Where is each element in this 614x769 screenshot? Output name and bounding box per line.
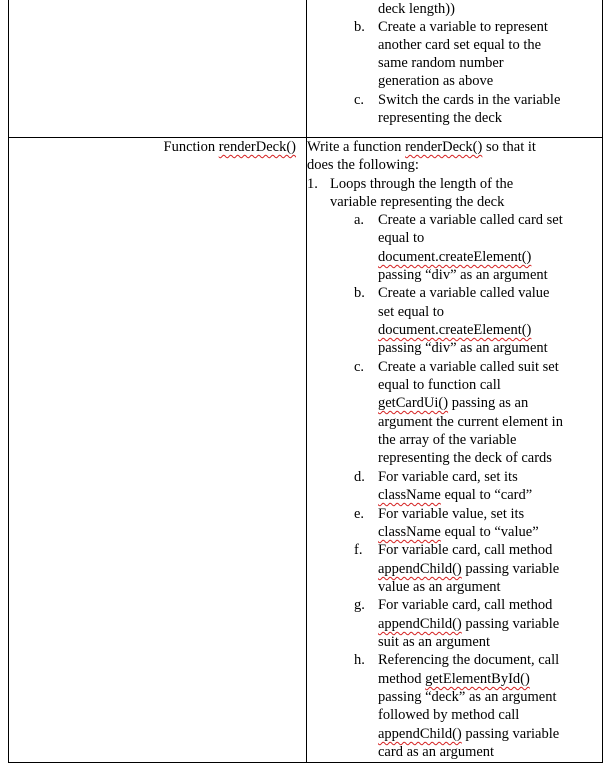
row1-line: deck length)): [378, 1, 455, 17]
item-line: For variable value, set its: [378, 506, 525, 522]
item-line: className equal to “card”: [378, 487, 533, 503]
item-line: suit as an argument: [378, 634, 491, 650]
item-marker: d.: [354, 469, 365, 485]
item-line: appendChild() passing variable: [378, 616, 560, 632]
item-marker: e.: [354, 506, 365, 522]
row1-line: Create a variable to represent: [378, 19, 548, 35]
item-line: For variable card, call method: [378, 542, 553, 558]
intro-line: Write a function renderDeck() so that it: [307, 139, 536, 155]
item-line: equal to: [378, 230, 425, 246]
step1-number: 1.: [307, 176, 318, 192]
item-line: representing the deck of cards: [378, 450, 552, 466]
item-marker: b.: [354, 285, 365, 301]
item-line: appendChild() passing variable: [378, 726, 560, 742]
row1-line: another card set equal to the: [378, 37, 542, 53]
item-line: For variable card, set its: [378, 469, 518, 485]
row1-marker-c: c.: [354, 92, 365, 108]
item-line: appendChild() passing variable: [378, 561, 560, 577]
item-line: getCardUi() passing as an: [378, 395, 529, 411]
item-line: followed by method call: [378, 707, 520, 723]
item-marker: f.: [354, 542, 363, 558]
item-line: passing “div” as an argument: [378, 340, 548, 356]
item-line: argument the current element in: [378, 414, 563, 430]
item-line: the array of the variable: [378, 432, 517, 448]
intro-line: does the following:: [307, 157, 419, 173]
function-label: Function renderDeck(): [163, 139, 296, 155]
item-line: document.createElement(): [378, 322, 532, 338]
item-marker: c.: [354, 359, 365, 375]
row1-line: representing the deck: [378, 110, 503, 126]
item-line: Create a variable called value: [378, 285, 550, 301]
item-line: For variable card, call method: [378, 597, 553, 613]
row1-line: Switch the cards in the variable: [378, 92, 561, 108]
item-marker: a.: [354, 212, 365, 228]
instructions-table: [8, 0, 603, 763]
item-marker: g.: [354, 597, 365, 613]
item-line: className equal to “value”: [378, 524, 539, 540]
item-line: document.createElement(): [378, 249, 532, 265]
item-line: value as an argument: [378, 579, 501, 595]
item-marker: h.: [354, 652, 365, 668]
item-line: method getElementById(): [378, 671, 530, 687]
item-line: Create a variable called card set: [378, 212, 563, 228]
item-line: Create a variable called suit set: [378, 359, 559, 375]
item-line: equal to function call: [378, 377, 501, 393]
item-line: set equal to: [378, 304, 445, 320]
item-line: passing “div” as an argument: [378, 267, 548, 283]
column-divider: [306, 0, 307, 762]
item-line: card as an argument: [378, 744, 495, 760]
row1-line: same random number: [378, 55, 504, 71]
step1-line: Loops through the length of the: [330, 176, 514, 192]
item-line: passing “deck” as an argument: [378, 689, 557, 705]
row1-line: generation as above: [378, 73, 494, 89]
step1-line: variable representing the deck: [330, 194, 505, 210]
row1-marker-b: b.: [354, 19, 365, 35]
item-line: Referencing the document, call: [378, 652, 560, 668]
